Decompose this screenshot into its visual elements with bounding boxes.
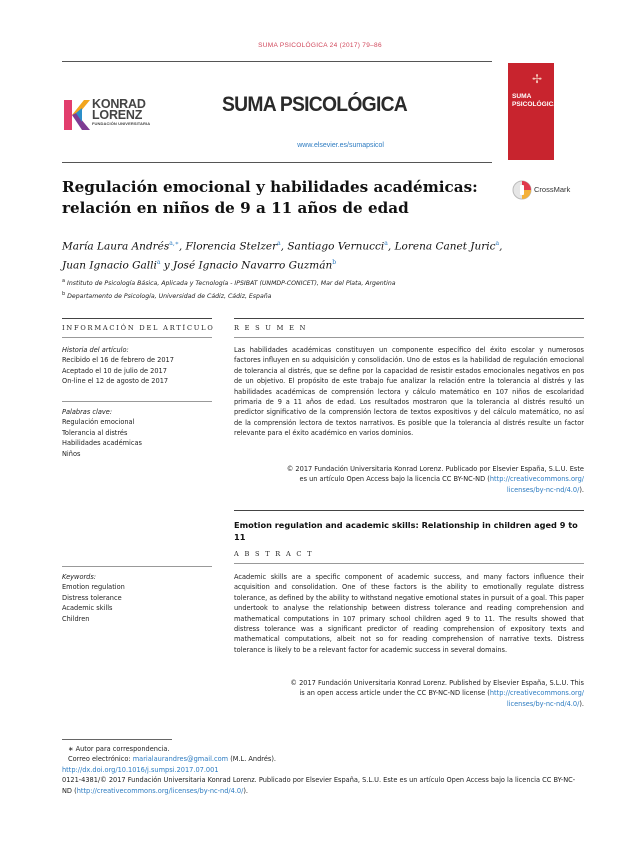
keyword-item: Habilidades académicas [62,439,142,448]
footnotes [62,744,582,796]
article-title [62,177,492,219]
keyword-item: Niños [62,449,81,458]
email-line [62,754,582,764]
license-suffix: ). [243,786,249,795]
palabras-clave [62,407,212,459]
resumen-text: Las habilidades académicas constituyen un componente específico del éxito escolar y numerosos factores influyen en su adquisición y consolidación. Uno de estos es la habilidad de regulación emocional de tolerancia al distrés, que se define por la capacidad de resistir estados emocionales negativos en pos de un objetivo. El propósito de este trabajo fue analizar la relación entre la tolerancia al distrés y las habilidades académicas de comprensión lectora y cálculo matemático en 107 niños de escolaridad primaria de 9 a 11 años de edad. Los resultados mostraron que la tolerancia al distrés resultó un predictor significativo de la comprensión lectora de textos expositivos y del cálculo matemático, no así de la comprensión lectora de textos narrativos. Es posible que la tolerancia al distrés resulte un factor relevante para el éxito académico en varios dominios. [234,346,584,438]
divider [234,337,584,338]
cover-emblem-icon: ✢ [532,72,543,86]
author-name[interactable]: Santiago Vernucci [287,240,385,253]
keyword-item: Academic skills [62,604,113,613]
journal-cover-thumbnail [508,63,559,160]
author-affil-mark[interactable]: a [495,240,500,247]
license-link[interactable]: http://creativecommons.org/licenses/by-nc-nd/4.0/ [76,786,244,795]
affiliation-item [62,289,562,302]
cover-line-1: SUMA [512,93,532,100]
logo-line-2: LORENZ [92,108,143,122]
license-notice [62,775,582,796]
running-head: SUMA PSICOLÓGICA 24 (2017) 79–86 [258,42,382,49]
copyright-text: ). [579,485,584,494]
author-name[interactable]: Juan Ignacio Galli [62,259,157,271]
journal-masthead [62,61,492,163]
keyword-item: Children [62,614,90,623]
copyright-line [234,688,584,698]
license-link[interactable]: http://creativecommons.org/ [489,689,584,698]
crossmark-icon [512,180,532,200]
keyword-item: Emotion regulation [62,583,125,592]
author-name[interactable]: José Ignacio Navarro Guzmán [173,259,333,271]
author-separator: , [280,240,288,253]
email-owner: (M.L. Andrés). [228,755,277,764]
affiliation-text: Departamento de Psicología, Universidad de Cádiz, Cádiz, España [67,293,272,301]
history-received: Recibido el 16 de febrero de 2017 [62,356,174,365]
abstract-text: Academic skills are a specific component of academic success, and many factors influence their acquisition and consolidation. One of these factors is the ability to emotionally regulate distress tolerance, as defined by the ability to withstand negative emotional states in pursuit of a goal. This paper undertook to analyse the relationship between distress tolerance and reading comprehension and mathematical computations in 107 primary school children aged 9 to 11. The results showed that distress tolerance was a significant predictor of reading comprehension of expository texts and mathematical computations, albeit not so for reading comprehension of narrative texts. Distress tolerance is likely to be a relevant factor for academic success in several domains. [234,573,584,654]
keywords-label: Palabras clave: [62,408,113,416]
divider [234,510,584,511]
resumen-copyright [234,464,584,495]
copyright-text: ). [579,699,584,708]
cover-line-2: PSICOLÓGICA [512,101,559,108]
divider [62,318,212,319]
author-list [62,236,562,273]
resumen-heading: R E S U M E N [234,324,308,332]
author-conjunction: y [160,259,174,271]
copyright-line: © 2017 Fundación Universitaria Konrad Lorenz. Published by Elsevier España, S.L.U. This [290,679,584,687]
divider [62,739,172,740]
article-info-heading: INFORMACIÓN DEL ARTÍCULO [62,324,215,332]
license-link[interactable]: licenses/by-nc-nd/4.0/ [506,699,580,708]
license-text: 0121-4381/© 2017 Fundación Universitaria Konrad Lorenz. Publicado por Elsevier España, S.L.U. Este es un artículo Open Access bajo la licencia CC BY-NC-ND ( [62,776,576,795]
author-separator: , [387,240,395,253]
article-title-line-1: Regulación emocional y habilidades académicas: [62,178,478,196]
author-affil-mark[interactable]: a [277,240,281,247]
divider [62,401,212,402]
license-link[interactable]: licenses/by-nc-nd/4.0/ [506,485,580,494]
email-label: Correo electrónico: [68,755,133,764]
doi-link[interactable]: http://dx.doi.org/10.1016/j.sumpsi.2017.07.001 [62,765,219,774]
affiliation-text: Instituto de Psicología Básica, Aplicada y Tecnología - IPSIBAT (UNMDP-CONICET), Mar del Plata, Argentina [67,280,396,288]
abstract-heading: A B S T R A C T [234,550,314,558]
author-affil-mark[interactable]: a [156,258,161,266]
author-separator: , [178,240,186,253]
english-keywords [62,572,212,624]
publisher-logo [62,98,162,134]
copyright-text: is an open access article under the CC BY-NC-ND license ( [299,689,490,698]
author-name[interactable]: Lorena Canet Juric [394,240,496,253]
email-link[interactable]: marialaurandres@gmail.com [132,755,229,764]
english-title: Emotion regulation and academic skills: Relationship in children aged 9 to 11 [234,520,578,542]
copyright-line: © 2017 Fundación Universitaria Konrad Lorenz. Publicado por Elsevier España, S.L.U. Este [286,465,584,473]
author-name[interactable]: Florencia Stelzer [185,240,278,253]
license-link[interactable]: http://creativecommons.org/ [489,475,584,484]
author-separator: , [499,240,503,253]
keywords-label: Keywords: [62,573,97,581]
journal-url-link[interactable]: www.elsevier.es/sumapsicol [297,142,384,149]
logo-line-3: FUNDACIÓN UNIVERSITARIA [92,121,151,126]
author-affil-mark[interactable]: b [332,258,337,266]
divider [234,563,584,564]
history-label: Historia del artículo: [62,346,129,354]
divider [62,337,212,338]
affiliation-item [62,276,562,289]
author-affil-mark[interactable]: a [384,240,388,247]
history-accepted: Aceptado el 10 de julio de 2017 [62,366,167,375]
konrad-lorenz-logo-icon [62,98,90,132]
copyright-line [234,699,584,709]
correspondence-note: ∗ Autor para correspondencia. [68,745,170,753]
crossmark-label: CrossMark [534,185,571,194]
abstract-copyright [234,678,584,709]
affiliation-mark: b [62,291,66,298]
divider [62,566,212,567]
keyword-item: Tolerancia al distrés [62,428,128,437]
affiliations [62,276,562,302]
keyword-item: Distress tolerance [62,593,122,602]
logo-line-1: KONRAD [92,97,146,111]
copyright-text: es un artículo Open Access bajo la licencia CC BY-NC-ND ( [299,475,490,484]
copyright-line [234,485,584,495]
article-history [62,345,212,387]
journal-title: SUMA PSICOLÓGICA [222,93,408,116]
copyright-line [234,474,584,484]
crossmark-badge[interactable] [512,180,572,200]
divider [234,318,584,319]
keyword-item: Regulación emocional [62,418,135,427]
affiliation-mark: a [62,278,66,284]
author-name[interactable]: María Laura Andrés [62,240,170,253]
history-online: On-line el 12 de agosto de 2017 [62,377,169,386]
author-affil-mark[interactable]: a,∗ [169,240,179,247]
article-title-line-2: relación en niños de 9 a 11 años de edad [62,199,409,217]
